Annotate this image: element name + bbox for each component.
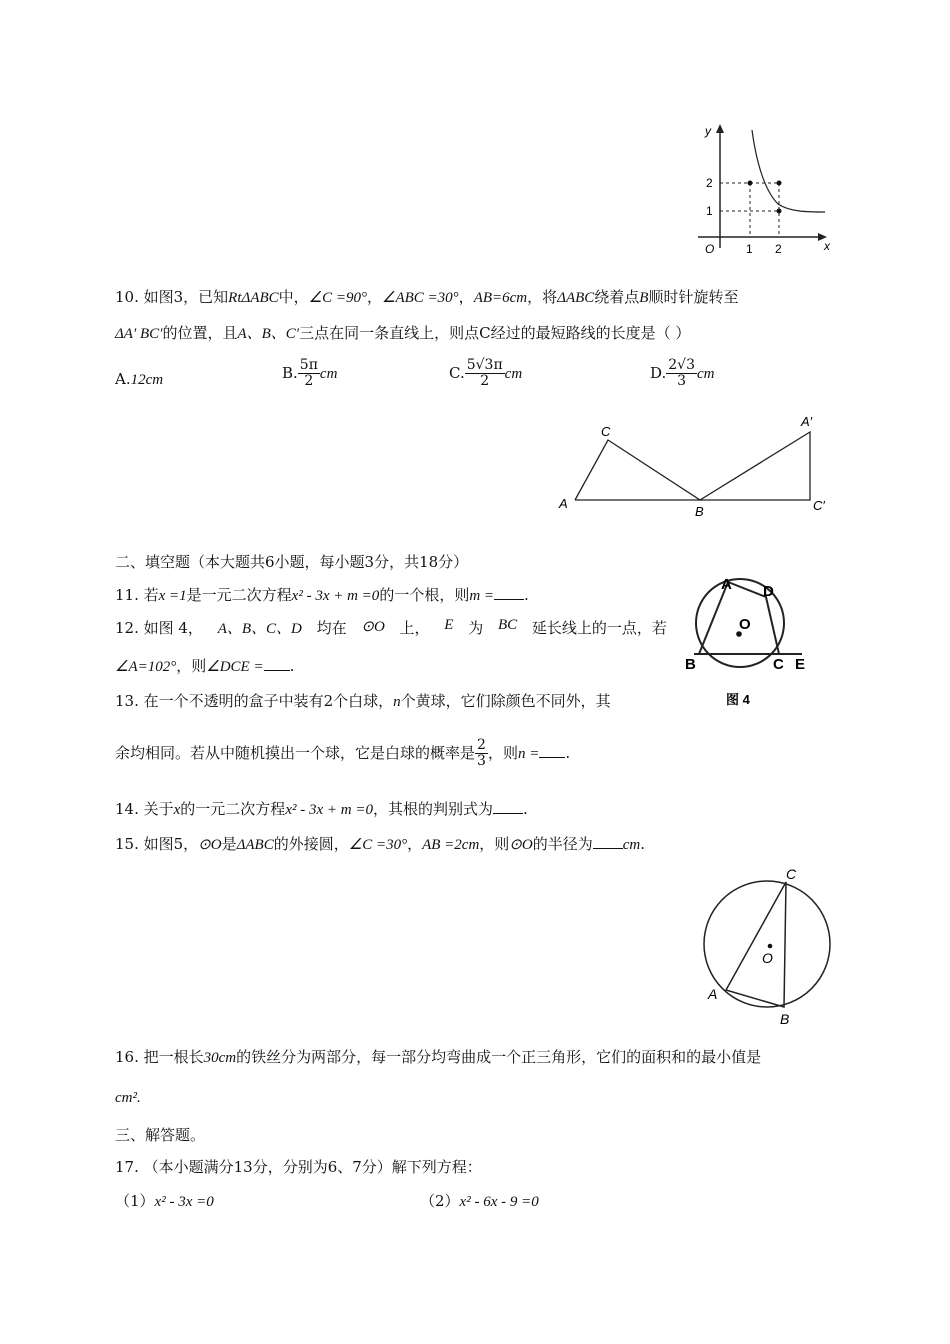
origin-label: O	[705, 242, 715, 256]
label-a: A	[559, 496, 568, 511]
y-tick-2: 2	[706, 176, 713, 190]
section-3-heading: 三、解答题。	[115, 1126, 206, 1144]
q11: 11. 若x =1是一元二次方程x² - 3x + m =0的一个根，则m = .	[115, 586, 529, 604]
triangle-abc	[726, 882, 786, 1007]
rotation-figure	[555, 410, 845, 520]
q10-option-a[interactable]: A.12cm	[115, 370, 164, 388]
q17-part2: （2）x² - 6x - 9 =0	[420, 1192, 539, 1210]
center-dot	[768, 944, 773, 949]
x-axis-label: x	[824, 239, 830, 253]
figure-5	[695, 862, 845, 1030]
q10-line1: 10. 如图3，已知RtΔABC中，∠C =90°，∠ABC =30°，AB=6cm，将ΔABC绕着点B顺时针旋转至	[115, 288, 739, 306]
q14: 14. 关于x的一元二次方程x² - 3x + m =0，其根的判别式为 .	[115, 800, 528, 818]
label-c: C	[601, 424, 611, 439]
label-b: B	[695, 504, 704, 519]
point-2-1	[777, 209, 782, 214]
q10-line2: ΔA′ BC′的位置，且A、B、C′三点在同一条直线上，则点C经过的最短路线的长度是（ ）	[115, 324, 691, 342]
label-a: A	[721, 576, 732, 593]
q13-line1: 13. 在一个不透明的盒子中装有2个白球，n个黄球，它们除颜色不同外，其	[115, 692, 611, 710]
answer-blank[interactable]	[593, 834, 623, 849]
x-tick-2: 2	[775, 242, 782, 256]
y-axis-label: y	[705, 124, 711, 138]
q12-line2: ∠A=102°，则∠DCE = .	[115, 657, 295, 675]
figure-4-caption: 图 4	[726, 692, 750, 707]
label-c: C	[786, 866, 797, 882]
q10-option-b[interactable]: B. $\frac{5\pi}{2}$ cm	[282, 357, 338, 390]
q10-option-c[interactable]: C. $\frac{5√3\pi}{2}$ cm	[449, 357, 523, 390]
q12-line1: 12. 如图 4， A、B、C、D 均在 ⊙O 上， E 为 BC 延长线上的一点，若	[115, 617, 667, 637]
hyperbola-curve	[752, 130, 825, 212]
label-b: B	[685, 656, 696, 673]
figure-4	[680, 568, 815, 710]
q16-line1: 16. 把一根长30cm的铁丝分为两部分，每一部分均弯曲成一个正三角形，它们的面积和的最小值是	[115, 1048, 762, 1066]
answer-blank[interactable]	[539, 743, 565, 758]
y-tick-1: 1	[706, 204, 713, 218]
triangle-abc	[575, 440, 700, 500]
label-d: D	[763, 583, 774, 600]
label-c-prime: C′	[813, 498, 825, 513]
q13-line2: 余均相同。若从中随机摸出一个球，它是白球的概率是 $\frac{2}{3}$ ，则n = .	[115, 737, 571, 770]
answer-blank[interactable]	[264, 656, 290, 671]
q15: 15. 如图5，⊙O是ΔABC的外接圆，∠C =30°，AB =2cm，则⊙O的半径为 cm.	[115, 835, 645, 853]
q16-line2: cm².	[115, 1090, 141, 1106]
q17-title: 17. （本小题满分13分，分别为6、7分）解下列方程：	[115, 1158, 482, 1176]
y-axis-arrow	[716, 124, 724, 133]
label-e: E	[795, 656, 806, 673]
circle-o	[704, 881, 830, 1007]
label-o: O	[739, 616, 751, 633]
fraction: $\frac{5√3\pi}{2}$	[466, 357, 503, 390]
section-2-heading: 二、填空题（本大题共6小题，每小题3分，共18分）	[115, 553, 469, 571]
label-o: O	[762, 950, 773, 966]
x-tick-1: 1	[746, 242, 753, 256]
point-1-2	[748, 181, 753, 186]
answer-blank[interactable]	[494, 585, 524, 600]
function-graph	[690, 120, 840, 260]
fraction: $\frac{2√3}{3}$	[668, 357, 696, 390]
answer-blank[interactable]	[493, 799, 523, 814]
q10-option-d[interactable]: D. $\frac{2√3}{3}$ cm	[650, 357, 715, 390]
label-c: C	[773, 656, 784, 673]
fraction: $\frac{5\pi}{2}$	[299, 357, 318, 390]
label-a: A	[708, 986, 718, 1002]
q17-part1: （1）x² - 3x =0	[115, 1192, 214, 1210]
fraction: $\frac{2}{3}$	[477, 737, 486, 770]
label-a-prime: A′	[801, 414, 813, 429]
triangle-a1bc1	[700, 432, 810, 500]
point-2-2	[777, 181, 782, 186]
label-b: B	[780, 1011, 790, 1027]
